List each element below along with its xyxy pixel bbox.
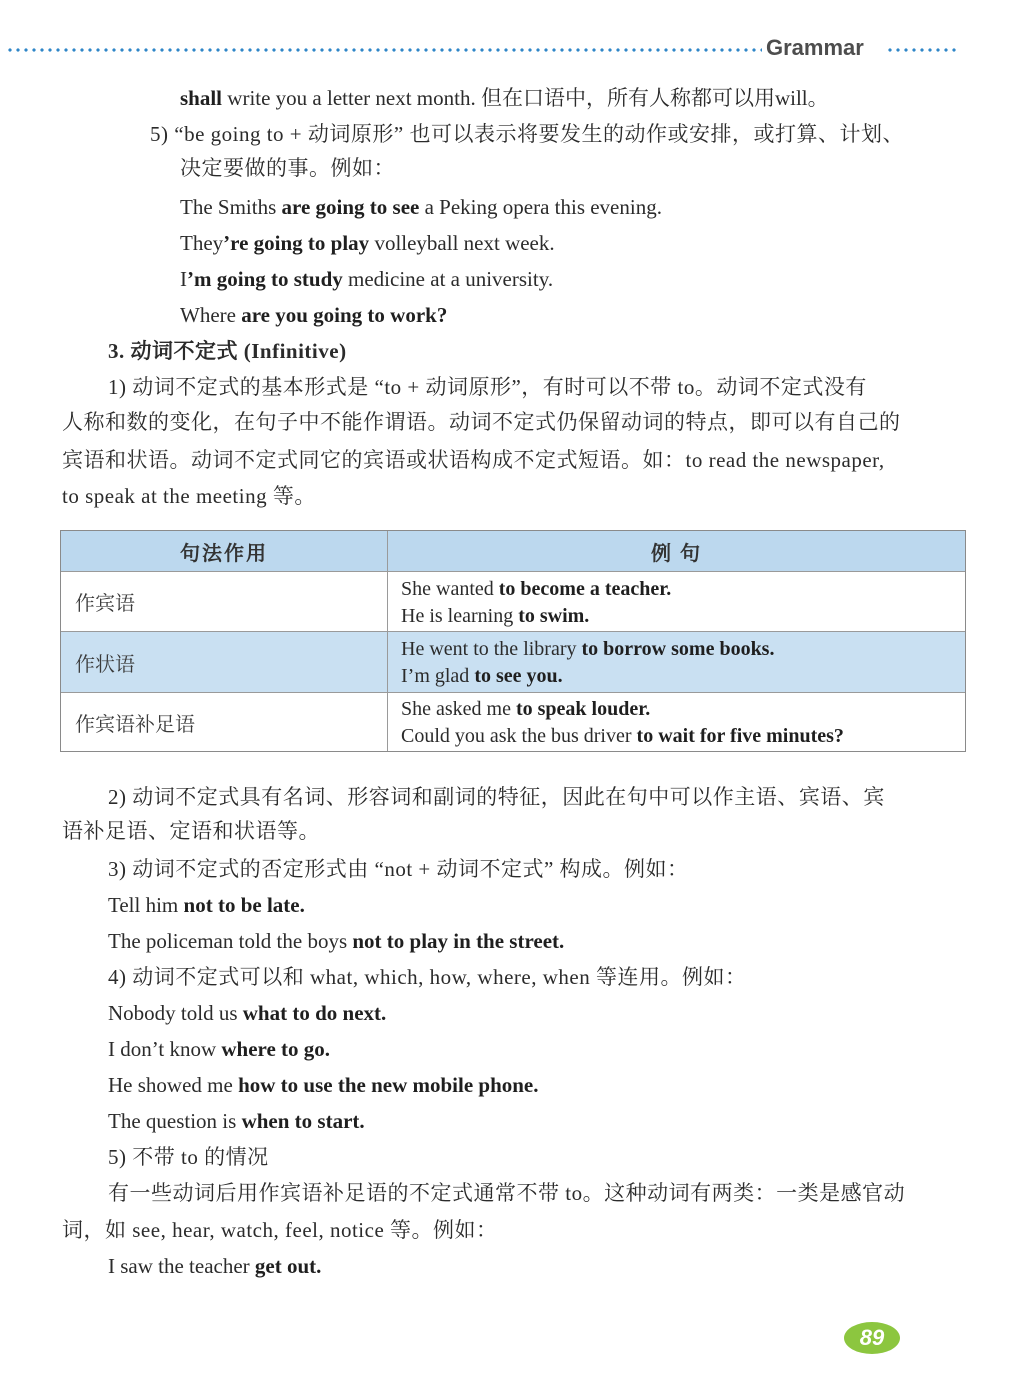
example-sentence: They’re going to play volleyball next week. bbox=[180, 231, 555, 255]
table-cell-example: He went to the library to borrow some books. bbox=[401, 638, 775, 660]
example-sentence: I’m going to study medicine at a university. bbox=[180, 267, 554, 291]
text-line: 1) 动词不定式的基本形式是 “to + 动词原形”，有时可以不带 to。动词不定式没有 bbox=[108, 375, 867, 399]
infinitive-usage-table bbox=[60, 530, 966, 752]
header-dotted-rule-left bbox=[6, 48, 762, 52]
text-line: 5) “be going to + 动词原形” 也可以表示将要发生的动作或安排，或打算、计划、 bbox=[150, 122, 904, 146]
text-line: 人称和数的变化，在句子中不能作谓语。动词不定式仍保留动词的特点，即可以有自己的 bbox=[62, 410, 901, 434]
page-number-badge: 89 bbox=[844, 1322, 900, 1354]
table-cell-role: 作宾语补足语 bbox=[75, 713, 195, 736]
table-cell-role: 作宾语 bbox=[75, 593, 135, 615]
table-cell-example: She wanted to become a teacher. bbox=[401, 578, 672, 600]
table-header-row bbox=[61, 531, 965, 571]
text-line: 决定要做的事。例如： bbox=[180, 156, 395, 180]
table-row bbox=[61, 631, 965, 692]
text-line: 词，如 see, hear, watch, feel, notice 等。例如： bbox=[62, 1218, 498, 1242]
table-row bbox=[61, 692, 965, 751]
example-sentence: Where are you going to work? bbox=[180, 303, 448, 327]
text-line: 2) 动词不定式具有名词、形容词和副词的特征，因此在句中可以作主语、宾语、宾 bbox=[108, 785, 885, 809]
example-sentence: I saw the teacher get out. bbox=[108, 1254, 322, 1278]
table-cell-example: Could you ask the bus driver to wait for five minutes? bbox=[401, 725, 844, 747]
example-sentence: The question is when to start. bbox=[108, 1109, 365, 1133]
section-title: Grammar bbox=[766, 35, 864, 60]
text-line: 宾语和状语。动词不定式同它的宾语或状语构成不定式短语。如：to read the newspaper, bbox=[62, 448, 885, 472]
example-sentence: He showed me how to use the new mobile phone. bbox=[108, 1073, 539, 1097]
page-header bbox=[0, 34, 1024, 64]
example-sentence: The policeman told the boys not to play in the street. bbox=[108, 929, 565, 953]
section-heading: 3. 动词不定式 (Infinitive) bbox=[108, 339, 347, 363]
text-line: 有一些动词后用作宾语补足语的不定式通常不带 to。这种动词有两类：一类是感官动 bbox=[108, 1181, 906, 1205]
text-line: 3) 动词不定式的否定形式由 “not + 动词不定式” 构成。例如： bbox=[108, 857, 689, 881]
table-cell-example: She asked me to speak louder. bbox=[401, 698, 651, 720]
example-sentence: The Smiths are going to see a Peking opera this evening. bbox=[180, 195, 662, 219]
table-cell-example: I’m glad to see you. bbox=[401, 665, 563, 687]
table-cell-example: He is learning to swim. bbox=[401, 605, 590, 627]
text-line: 5) 不带 to 的情况 bbox=[108, 1145, 269, 1169]
example-sentence: Nobody told us what to do next. bbox=[108, 1001, 387, 1025]
example-sentence: I don’t know where to go. bbox=[108, 1037, 331, 1061]
text-line: shall write you a letter next month. 但在口语中，所有人称都可以用will。 bbox=[180, 86, 829, 110]
header-dotted-rule-right bbox=[886, 48, 960, 52]
table-cell-role: 作状语 bbox=[75, 653, 135, 676]
example-sentence: Tell him not to be late. bbox=[108, 893, 305, 917]
text-line: 4) 动词不定式可以和 what, which, how, where, when 等连用。例如： bbox=[108, 965, 747, 989]
text-line: 语补足语、定语和状语等。 bbox=[62, 819, 320, 843]
table-header-cell: 例 句 bbox=[651, 542, 702, 565]
table-header-cell: 句法作用 bbox=[180, 542, 268, 565]
table-row bbox=[61, 571, 965, 631]
text-line: to speak at the meeting 等。 bbox=[62, 484, 316, 508]
